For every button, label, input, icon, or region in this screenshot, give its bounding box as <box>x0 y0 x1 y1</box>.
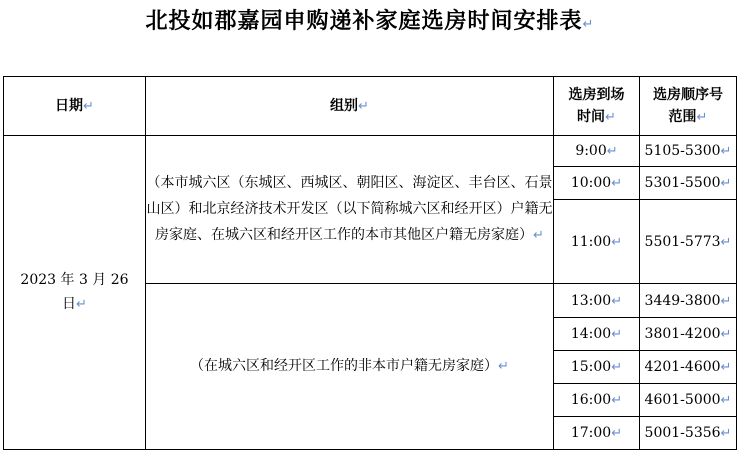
paragraph-mark-icon: ↵ <box>720 360 732 375</box>
paragraph-mark-icon: ↵ <box>611 426 623 441</box>
time-cell: 9:00↵ <box>554 136 640 167</box>
date-cell: 2023 年 3 月 26 日↵ <box>4 136 146 450</box>
header-group: 组别↵ <box>146 77 554 136</box>
paragraph-mark-icon: ↵ <box>720 234 732 250</box>
paragraph-mark-icon: ↵ <box>83 98 94 114</box>
paragraph-mark-icon: ↵ <box>696 109 708 125</box>
time-cell: 13:00↵ <box>554 284 640 318</box>
paragraph-mark-icon: ↵ <box>720 393 732 408</box>
time-cell: 15:00↵ <box>554 351 640 384</box>
group-cell-2: （在城六区和经开区工作的非本市户籍无房家庭）↵ <box>146 284 554 450</box>
paragraph-mark-icon: ↵ <box>720 293 732 309</box>
range-cell: 5105-5300↵ <box>640 136 737 167</box>
header-time: 选房到场 时间↵ <box>554 77 640 136</box>
time-cell: 17:00↵ <box>554 417 640 450</box>
paragraph-mark-icon: ↵ <box>582 17 595 32</box>
paragraph-mark-icon: ↵ <box>720 426 732 441</box>
group-cell-1: （本市城六区（东城区、西城区、朝阳区、海淀区、丰台区、石景山区）和北京经济技术开发区（以下简称城六区和经开区）户籍无房家庭、在城六区和经开区工作的本市其他区户籍无房家庭）↵ <box>146 136 554 284</box>
range-cell: 4601-5000↵ <box>640 384 737 417</box>
schedule-table <box>3 76 737 450</box>
paragraph-mark-icon: ↵ <box>611 393 623 408</box>
time-cell: 10:00↵ <box>554 167 640 200</box>
paragraph-mark-icon: ↵ <box>533 228 544 243</box>
paragraph-mark-icon: ↵ <box>606 144 618 159</box>
range-cell: 4201-4600↵ <box>640 351 737 384</box>
paragraph-mark-icon: ↵ <box>611 327 623 342</box>
table-row <box>4 136 737 167</box>
time-cell: 11:00↵ <box>554 200 640 284</box>
paragraph-mark-icon: ↵ <box>611 234 623 250</box>
range-cell: 5501-5773↵ <box>640 200 737 284</box>
range-cell: 3449-3800↵ <box>640 284 737 318</box>
time-cell: 16:00↵ <box>554 384 640 417</box>
title-text: 北投如郡嘉园申购递补家庭选房时间安排表 <box>145 9 583 34</box>
paragraph-mark-icon: ↵ <box>611 360 623 375</box>
header-date: 日期↵ <box>4 77 146 136</box>
paragraph-mark-icon: ↵ <box>605 109 616 125</box>
range-cell: 5301-5500↵ <box>640 167 737 200</box>
paragraph-mark-icon: ↵ <box>76 297 87 312</box>
paragraph-mark-icon: ↵ <box>611 293 623 309</box>
range-cell: 5001-5356↵ <box>640 417 737 450</box>
paragraph-mark-icon: ↵ <box>358 98 369 114</box>
range-cell: 3801-4200↵ <box>640 318 737 351</box>
paragraph-mark-icon: ↵ <box>720 176 732 191</box>
header-row <box>4 77 737 136</box>
paragraph-mark-icon: ↵ <box>611 176 623 191</box>
paragraph-mark-icon: ↵ <box>720 327 732 342</box>
page-title <box>0 4 740 35</box>
time-cell: 14:00↵ <box>554 318 640 351</box>
paragraph-mark-icon: ↵ <box>498 359 509 374</box>
paragraph-mark-icon: ↵ <box>720 144 732 159</box>
header-range: 选房顺序号 范围↵ <box>640 77 737 136</box>
